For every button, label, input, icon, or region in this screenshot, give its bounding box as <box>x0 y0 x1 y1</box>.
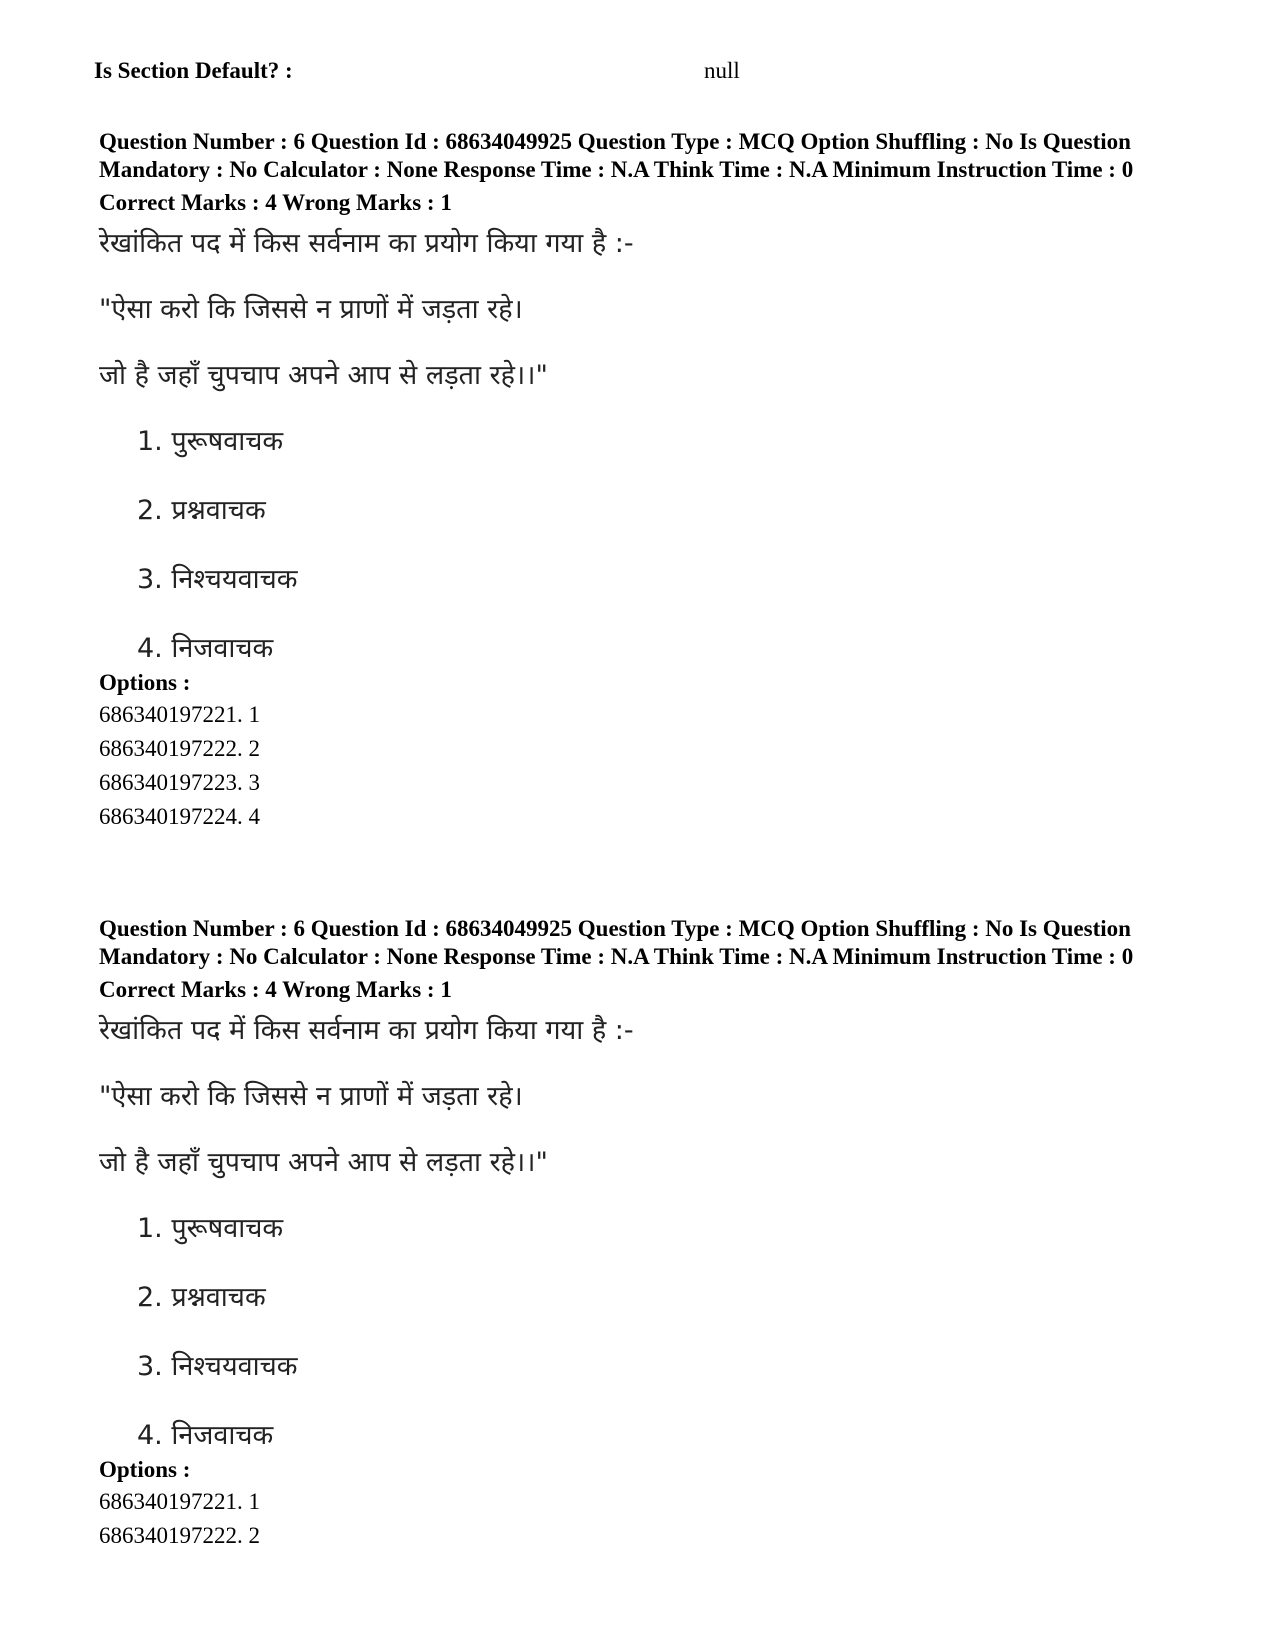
verse-line: "ऐसा करो कि जिससे न प्राणों में जड़ता रहे। <box>99 1081 523 1112</box>
section-default-row <box>94 58 1094 92</box>
verse-line: "ऐसा करो कि जिससे न प्राणों में जड़ता रहे। <box>99 294 523 325</box>
verse-line: जो है जहाँ चुपचाप अपने आप से लड़ता रहे।।" <box>99 1147 548 1178</box>
choice-item: 2. प्रश्नवाचक <box>137 495 266 526</box>
choice-item: 4. निजवाचक <box>137 1420 274 1451</box>
option-item: 686340197221. 1 <box>99 702 260 727</box>
choice-item: 1. पुरूषवाचक <box>137 1213 284 1244</box>
option-item: 686340197222. 2 <box>99 1523 260 1548</box>
options-heading: Options : <box>99 670 191 695</box>
choice-item: 1. पुरूषवाचक <box>137 426 284 457</box>
choice-list <box>99 425 1179 668</box>
section-default-label: Is Section Default? : <box>94 58 293 83</box>
choice-item: 3. निश्चयवाचक <box>137 1351 298 1382</box>
question-marks: Correct Marks : 4 Wrong Marks : 1 <box>99 977 452 1002</box>
question-meta: Question Number : 6 Question Id : 68634049925 Question Type : MCQ Option Shuffling : No Is Question Mandatory : No Calculator : None Response Time : N.A Think Time : N.A Minimum Instruction Time : 0 <box>99 129 1134 182</box>
verse-line: जो है जहाँ चुपचाप अपने आप से लड़ता रहे।।" <box>99 360 548 391</box>
choice-item: 2. प्रश्नवाचक <box>137 1282 266 1313</box>
question-prompt: रेखांकित पद में किस सर्वनाम का प्रयोग किया गया है :- <box>99 228 634 259</box>
question-prompt: रेखांकित पद में किस सर्वनाम का प्रयोग किया गया है :- <box>99 1015 634 1046</box>
question-text <box>99 227 1179 668</box>
question-block <box>99 915 1179 1553</box>
question-marks: Correct Marks : 4 Wrong Marks : 1 <box>99 190 452 215</box>
choice-list <box>99 1212 1179 1455</box>
option-item: 686340197222. 2 <box>99 736 260 761</box>
choice-item: 3. निश्चयवाचक <box>137 564 298 595</box>
section-default-value: null <box>704 58 740 83</box>
option-item: 686340197221. 1 <box>99 1489 260 1514</box>
question-meta: Question Number : 6 Question Id : 68634049925 Question Type : MCQ Option Shuffling : No Is Question Mandatory : No Calculator : None Response Time : N.A Think Time : N.A Minimum Instruction Time : 0 <box>99 916 1134 969</box>
question-block <box>99 128 1179 834</box>
options-heading: Options : <box>99 1457 191 1482</box>
choice-item: 4. निजवाचक <box>137 633 274 664</box>
option-item: 686340197224. 4 <box>99 804 260 829</box>
question-text <box>99 1014 1179 1455</box>
option-item: 686340197223. 3 <box>99 770 260 795</box>
